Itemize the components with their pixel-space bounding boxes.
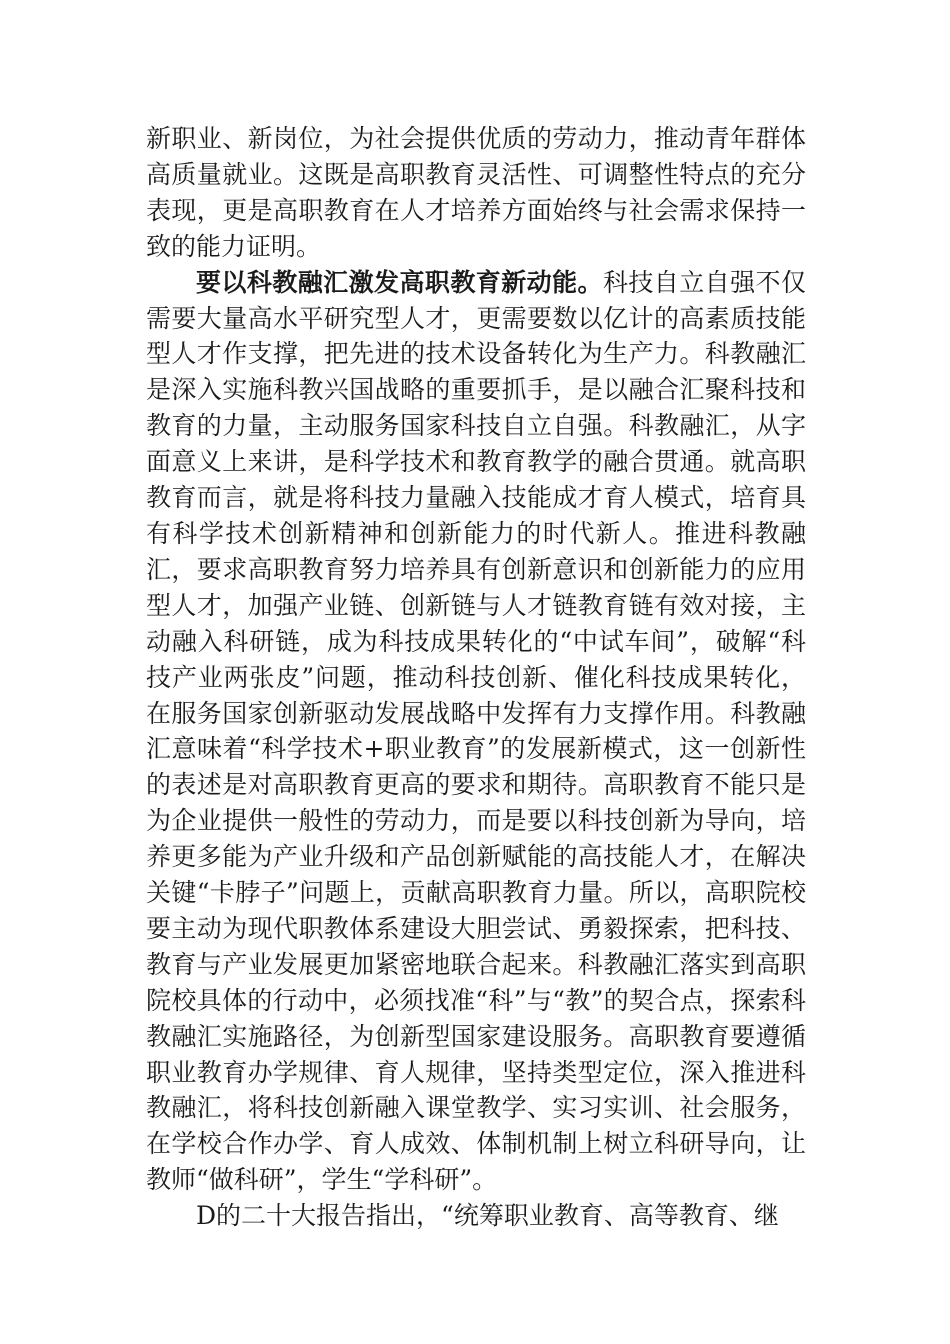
paragraph bbox=[146, 121, 806, 265]
document-page bbox=[146, 121, 806, 1234]
paragraph-text: D的二十大报告指出，“统筹职业教育、高等教育、继 bbox=[196, 1201, 779, 1231]
paragraph bbox=[146, 265, 806, 1199]
paragraph-text: 科技自立自强不仅需要大量高水平研究型人才，更需要数以亿计的高素质技能型人才作支撑，把先进的技术设备转化为生产力。科教融汇是深入实施科教兴国战略的重要抓手，是以融合汇聚科技和教育的力量，主动服务国家科技自立自强。科教融汇，从字面意义上来讲，是科学技术和教育教学的融合贯通。就高职教育而言，就是将科技力量融入技能成才育人模式，培育具有科学技术创新精神和创新能力的时代新人。推进科教融汇，要求高职教育努力培养具有创新意识和创新能力的应用型人才，加强产业链、创新链与人才链教育链有效对接，主动融入科研链，成为科技成果转化的“中试车间”，破解“科技产业两张皮”问题，推动科技创新、催化科技成果转化，在服务国家创新驱动发展战略中发挥有力支撑作用。科教融汇意味着“科学技术+职业教育”的发展新模式，这一创新性的表述是对高职教育更高的要求和期待。高职教育不能只是为企业提供一般性的劳动力，而是要以科技创新为导向，培养更多能为产业升级和产品创新赋能的高技能人才，在解决关键“卡脖子”问题上，贡献高职教育力量。所以，高职院校要主动为现代职教体系建设大胆尝试、勇毅探索，把科技、教育与产业发展更加紧密地联合起来。科教融汇落实到高职院校具体的行动中，必须找准“科”与“教”的契合点，探索科教融汇实施路径，为创新型国家建设服务。高职教育要遵循职业教育办学规律、育人规律，坚持类型定位，深入推进科教融汇，将科技创新融入课堂教学、实习实训、社会服务，在学校合作办学、育人成效、体制机制上树立科研导向，让教师“做科研”，学生“学科研”。 bbox=[146, 267, 806, 1195]
paragraph-text: 新职业、新岗位，为社会提供优质的劳动力，推动青年群体高质量就业。这既是高职教育灵活性、可调整性特点的充分表现，更是高职教育在人才培养方面始终与社会需求保持一致的能力证明。 bbox=[146, 124, 806, 261]
paragraph bbox=[146, 1198, 806, 1234]
paragraph-lead-heading: 要以科教融汇激发高职教育新动能。 bbox=[196, 267, 603, 297]
